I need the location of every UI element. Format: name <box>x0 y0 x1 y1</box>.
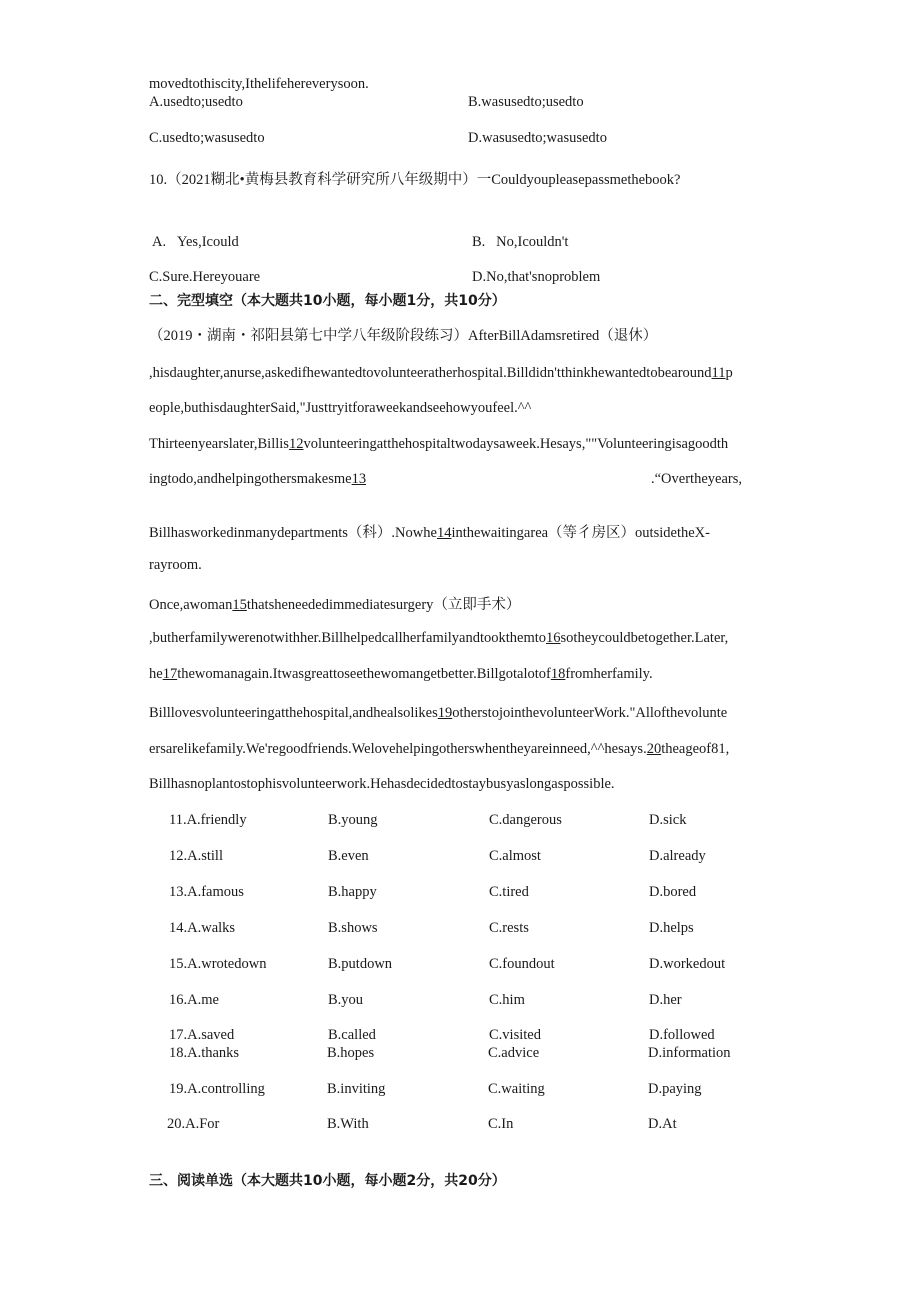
option-b: B.With <box>327 1116 369 1132</box>
option-c: C.tired <box>489 884 529 900</box>
q9-option-c: C.usedto;wasusedto <box>149 130 265 146</box>
option-c: C.almost <box>489 848 541 864</box>
option-d: D.followed <box>649 1027 715 1043</box>
passage-line-9: he17thewomanagain.Itwasgreattoseethewomangetbetter.Billgotalotof18fromherfamily. <box>149 666 653 682</box>
option-a: 14.A.walks <box>169 920 236 936</box>
blank-11: 11 <box>711 365 726 381</box>
passage-source: （2019・湖南・祁阳县第七中学八年级阶段练习）AfterBillAdamsretired（退休） <box>149 328 658 344</box>
option-a: 17.A.saved <box>169 1027 235 1043</box>
passage-line-10: Billlovesvolunteeringatthehospital,andhealsolikes19otherstojointhevolunteerWork."Allofthevolunte <box>149 705 728 721</box>
q9-stem-tail: movedtothiscity,Ithelifehereverysoon. <box>149 76 369 92</box>
passage-line-2: eople,buthisdaughterSaid,"Justtryitforaweekandseehowyoufeel.^^ <box>149 400 532 416</box>
option-a: 15.A.wrotedown <box>169 956 267 972</box>
section2-heading: 二、完型填空（本大题共10小题，每小题1分，共10分） <box>149 293 506 309</box>
option-d: D.already <box>649 848 706 864</box>
q9-option-d: D.wasusedto;wasusedto <box>468 130 607 146</box>
option-b: B.shows <box>328 920 378 936</box>
blank-16: 16 <box>546 630 561 646</box>
q10-option-b: B. No,Icouldn't <box>472 234 569 250</box>
passage-line-6: rayroom. <box>149 557 202 573</box>
option-d: D.workedout <box>649 956 726 972</box>
blank-14: 14 <box>436 525 452 541</box>
option-d: D.sick <box>649 812 687 828</box>
option-a: 13.A.famous <box>169 884 244 900</box>
option-c: C.visited <box>489 1027 541 1043</box>
passage-line-1: ,hisdaughter,anurse,askedifhewantedtovolunteeratherhospital.Billdidn'tthinkhewantedtobearound11p <box>149 365 733 381</box>
q10-option-a: A. Yes,Icould <box>152 234 239 250</box>
option-a: 20.A.For <box>167 1116 220 1132</box>
blank-13: 13 <box>351 471 367 487</box>
passage-line-8: ,butherfamilywerenotwithher.Billhelpedcallherfamilyandtookthemto16sotheycouldbetogether.Later, <box>149 630 729 646</box>
q10-stem: 10.（2021糊北•黄梅县教育科学研究所八年级期中）一Couldyoupleasepassmethebook? <box>149 172 681 188</box>
blank-18: 18 <box>550 666 566 682</box>
passage-line-4: ingtodo,andhelpingothersmakesme13 <box>149 471 367 487</box>
option-c: C.In <box>488 1116 514 1132</box>
option-a: 18.A.thanks <box>169 1045 240 1061</box>
q10-option-c: C.Sure.Hereyouare <box>149 269 261 285</box>
option-b: B.even <box>328 848 369 864</box>
option-c: C.rests <box>489 920 529 936</box>
option-d: D.paying <box>648 1081 702 1097</box>
option-d: D.At <box>648 1116 677 1132</box>
option-a: 16.A.me <box>169 992 219 1008</box>
blank-15: 15 <box>232 597 247 613</box>
option-c: C.dangerous <box>489 812 562 828</box>
option-c: C.him <box>489 992 525 1008</box>
option-a: 12.A.still <box>169 848 223 864</box>
option-b: B.hopes <box>327 1045 375 1061</box>
option-d: D.helps <box>649 920 694 936</box>
option-c: C.waiting <box>488 1081 545 1097</box>
option-c: C.advice <box>488 1045 540 1061</box>
blank-12: 12 <box>288 436 304 452</box>
option-d: D.bored <box>649 884 697 900</box>
q9-option-b: B.wasusedto;usedto <box>468 94 584 110</box>
option-b: B.inviting <box>327 1081 386 1097</box>
passage-line-5: Billhasworkedinmanydepartments（科）.Nowhe14inthewaitingarea（等彳房区）outsidetheX- <box>149 525 710 541</box>
option-b: B.you <box>328 992 364 1008</box>
passage-line-12: Billhasnoplantostophisvolunteerwork.Hehasdecidedtostaybusyaslongaspossible. <box>149 776 615 792</box>
passage-line-11: ersarelikefamily.We'regoodfriends.Welovehelpingotherswhentheyareinneed,^^hesays.20theageof81, <box>149 741 730 757</box>
option-d: D.her <box>649 992 682 1008</box>
option-d: D.information <box>648 1045 731 1061</box>
option-a: 19.A.controlling <box>169 1081 265 1097</box>
option-b: B.young <box>328 812 378 828</box>
passage-line-7: Once,awoman15thatsheneededimmediatesurgery（立即手术） <box>149 597 521 613</box>
q9-option-a: A.usedto;usedto <box>149 94 243 110</box>
section3-heading: 三、阅读单选（本大题共10小题，每小题2分，共20分） <box>149 1173 506 1189</box>
option-a: 11.A.friendly <box>169 812 247 828</box>
option-c: C.foundout <box>489 956 555 972</box>
blank-20: 20 <box>646 741 662 757</box>
option-b: B.putdown <box>328 956 393 972</box>
q10-option-d: D.No,that'snoproblem <box>472 269 601 285</box>
option-b: B.called <box>328 1027 376 1043</box>
passage-line-4-end: .“Overtheyears, <box>651 471 742 487</box>
blank-17: 17 <box>162 666 178 682</box>
passage-line-3: Thirteenyearslater,Billis12volunteeringatthehospitaltwodaysaweek.Hesays,""Volunteeringisagoodth <box>149 436 729 452</box>
blank-19: 19 <box>437 705 453 721</box>
option-b: B.happy <box>328 884 377 900</box>
